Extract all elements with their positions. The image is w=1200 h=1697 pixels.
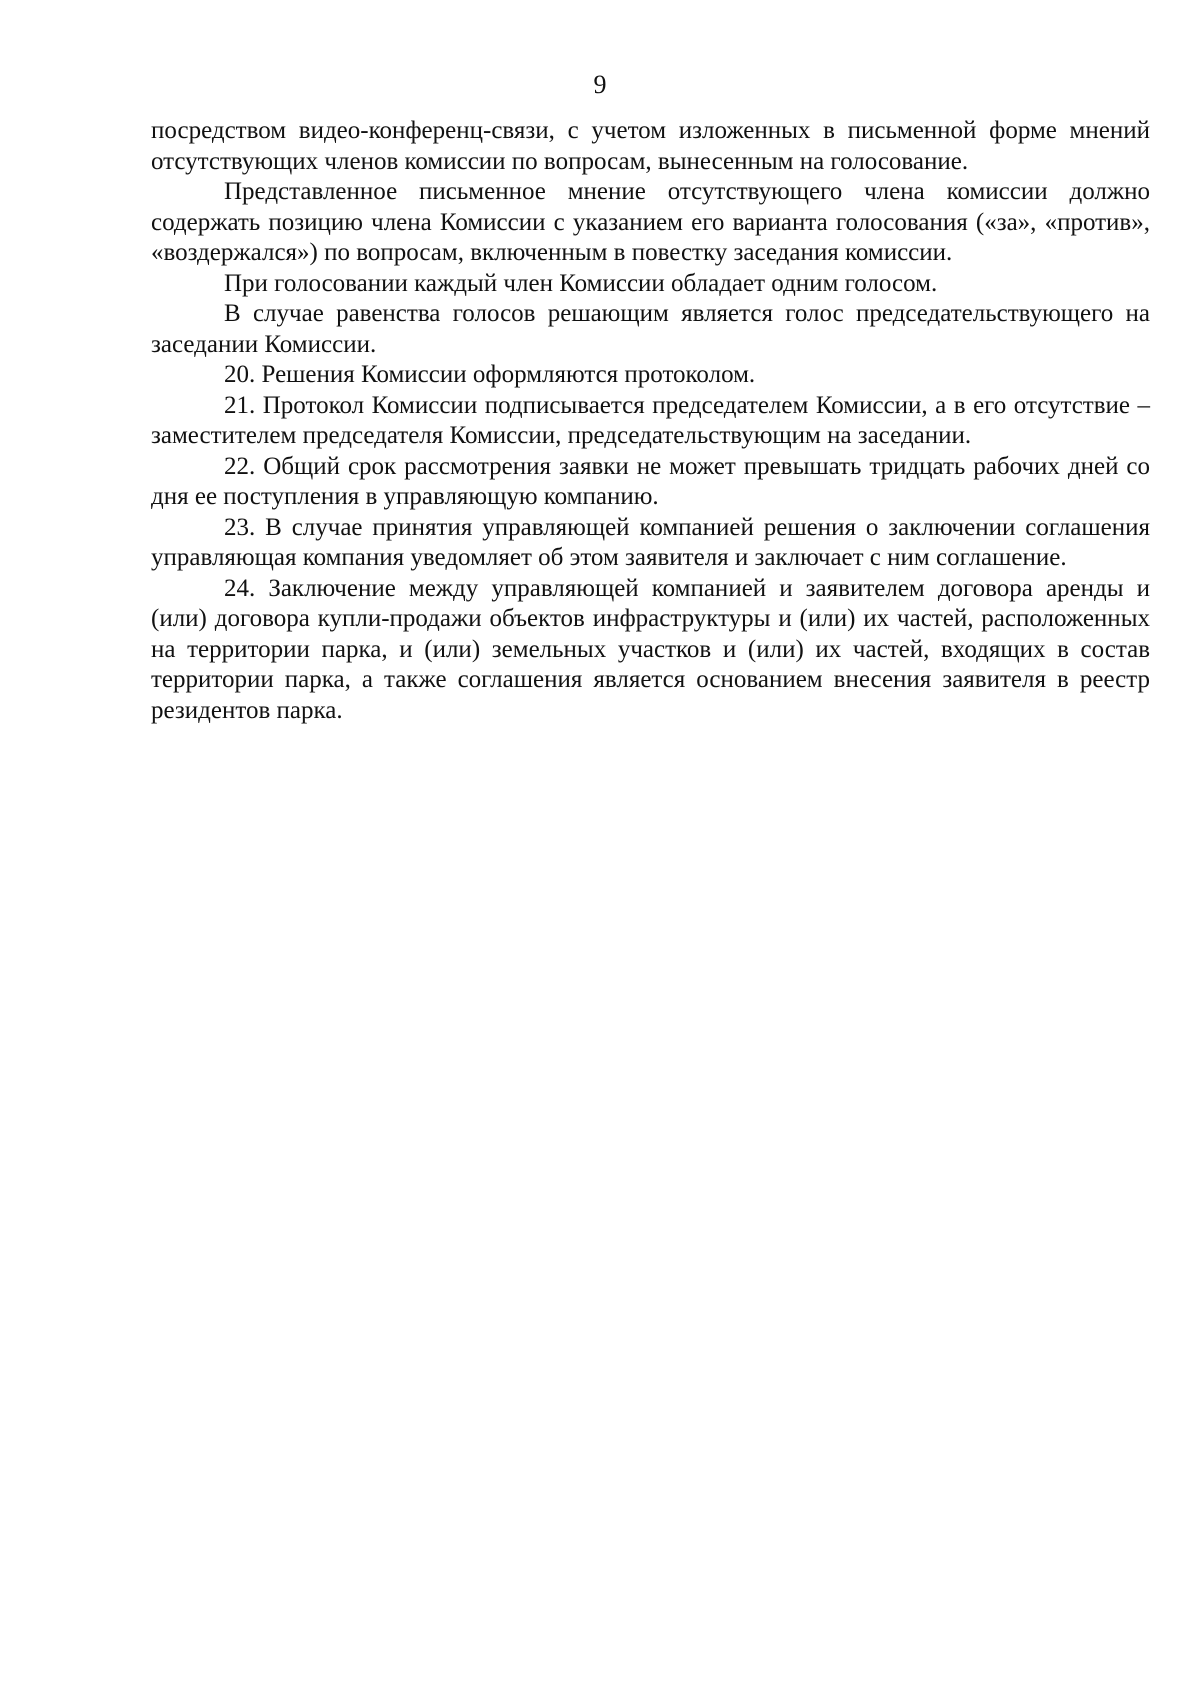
paragraph-tie-vote: В случае равенства голосов решающим является голос председательствующего на заседании Комиссии.: [151, 300, 1150, 358]
paragraph-item-21: 21. Протокол Комиссии подписывается председателем Комиссии, а в его отсутствие – заместителем председателя Комиссии, председательствующим на заседании.: [151, 391, 1150, 449]
paragraph-one-vote: При голосовании каждый член Комиссии обладает одним голосом.: [224, 269, 938, 297]
paragraph-continuation: посредством видео-конференц-связи, с учетом изложенных в письменной форме мнений отсутствующих членов комиссии по вопросам, вынесенным на голосование.: [151, 117, 1150, 175]
paragraph-item-23: 23. В случае принятия управляющей компанией решения о заключении соглашения управляющая компания уведомляет об этом заявителя и заключает с ним соглашение.: [151, 513, 1150, 571]
paragraph-item-22: 22. Общий срок рассмотрения заявки не может превышать тридцать рабочих дней со дня ее поступления в управляющую компанию.: [151, 452, 1150, 510]
document-body: [151, 116, 1150, 726]
paragraph-item-20: 20. Решения Комиссии оформляются протоколом.: [224, 361, 756, 388]
paragraph-written-opinion: Представленное письменное мнение отсутствующего члена комиссии должно содержать позицию члена Комиссии с указанием его варианта голосования («за», «против», «воздержался») по вопросам, включенным в повестку заседания комиссии.: [151, 178, 1150, 266]
page-number: 9: [593, 70, 607, 99]
paragraph-item-24: 24. Заключение между управляющей компанией и заявителем договора аренды и (или) договора купли-продажи объектов инфраструктуры и (или) их частей, расположенных на территории парка, и (или) земельных участков и (или) их частей, входящих в состав территории парка, а также соглашения является основанием внесения заявителя в реестр резидентов парка.: [151, 574, 1150, 724]
